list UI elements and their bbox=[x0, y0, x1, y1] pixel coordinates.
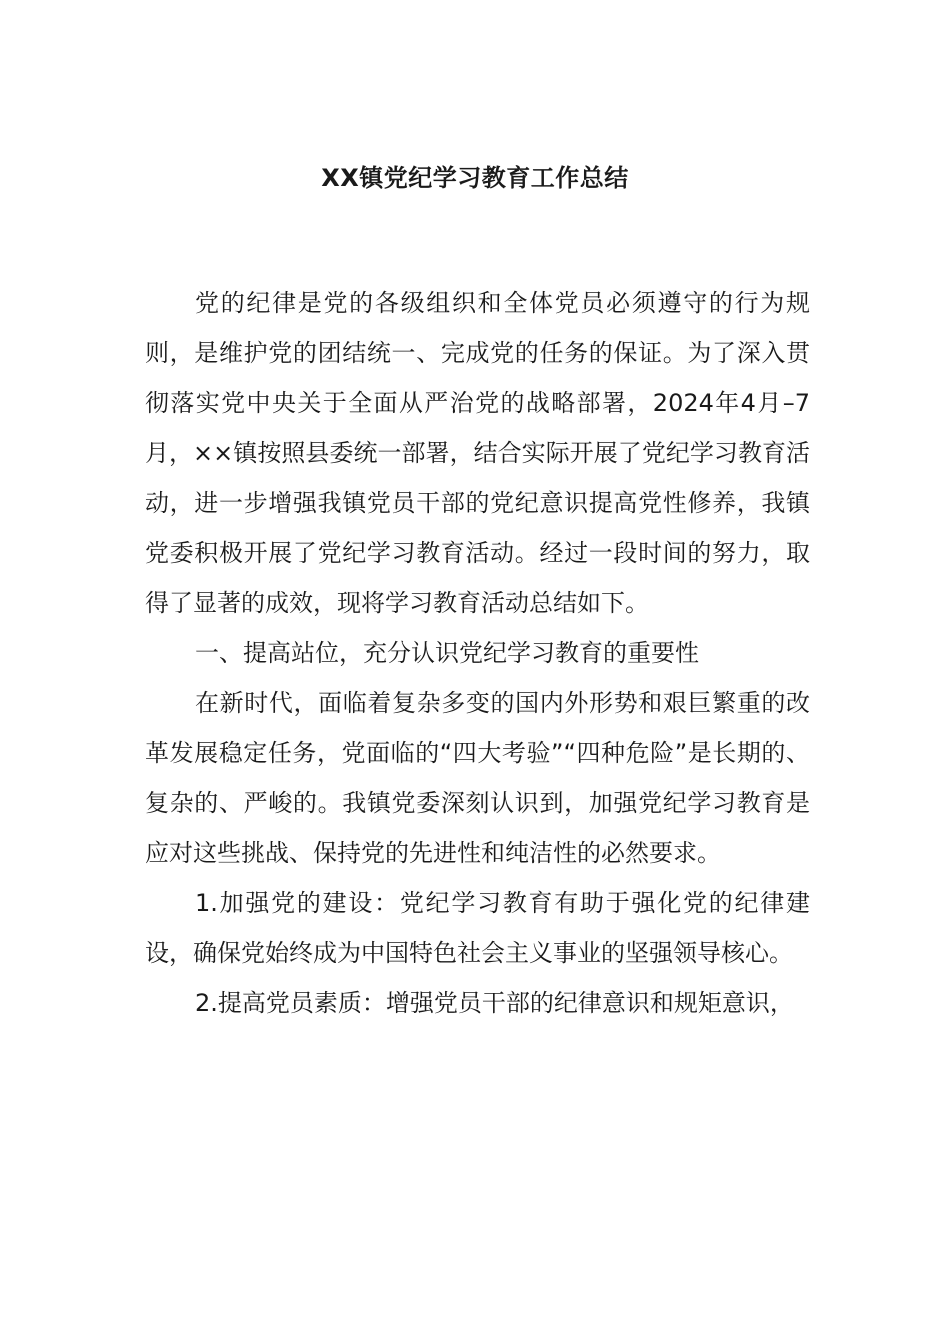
section-heading-1: 一、提高站位，充分认识党纪学习教育的重要性 bbox=[195, 639, 699, 667]
intro-paragraph: 党的纪律是党的各级组织和全体党员必须遵守的行为规则，是维护党的团结统一、完成党的任务的保证。为了深入贯彻落实党中央关于全面从严治党的战略部署，2024年4月–7月，××镇按照县委统一部署，结合实际开展了党纪学习教育活动，进一步增强我镇党员干部的党纪意识提高党性修养，我镇党委积极开展了党纪学习教育活动。经过一段时间的努力，取得了显著的成效，现将学习教育活动总结如下。 bbox=[145, 289, 810, 617]
section-1-paragraph: 在新时代，面临着复杂多变的国内外形势和艰巨繁重的改革发展稳定任务，党面临的“四大考验”“四种危险”是长期的、复杂的、严峻的。我镇党委深刻认识到，加强党纪学习教育是应对这些挑战、保持党的先进性和纯洁性的必然要求。 bbox=[145, 689, 810, 867]
document-body bbox=[145, 278, 810, 1028]
point-2-paragraph: 2.提高党员素质：增强党员干部的纪律意识和规矩意识， bbox=[195, 989, 794, 1017]
point-1-paragraph: 1.加强党的建设：党纪学习教育有助于强化党的纪律建设，确保党始终成为中国特色社会主义事业的坚强领导核心。 bbox=[145, 889, 810, 967]
document-title: XX镇党纪学习教育工作总结 bbox=[321, 164, 629, 192]
